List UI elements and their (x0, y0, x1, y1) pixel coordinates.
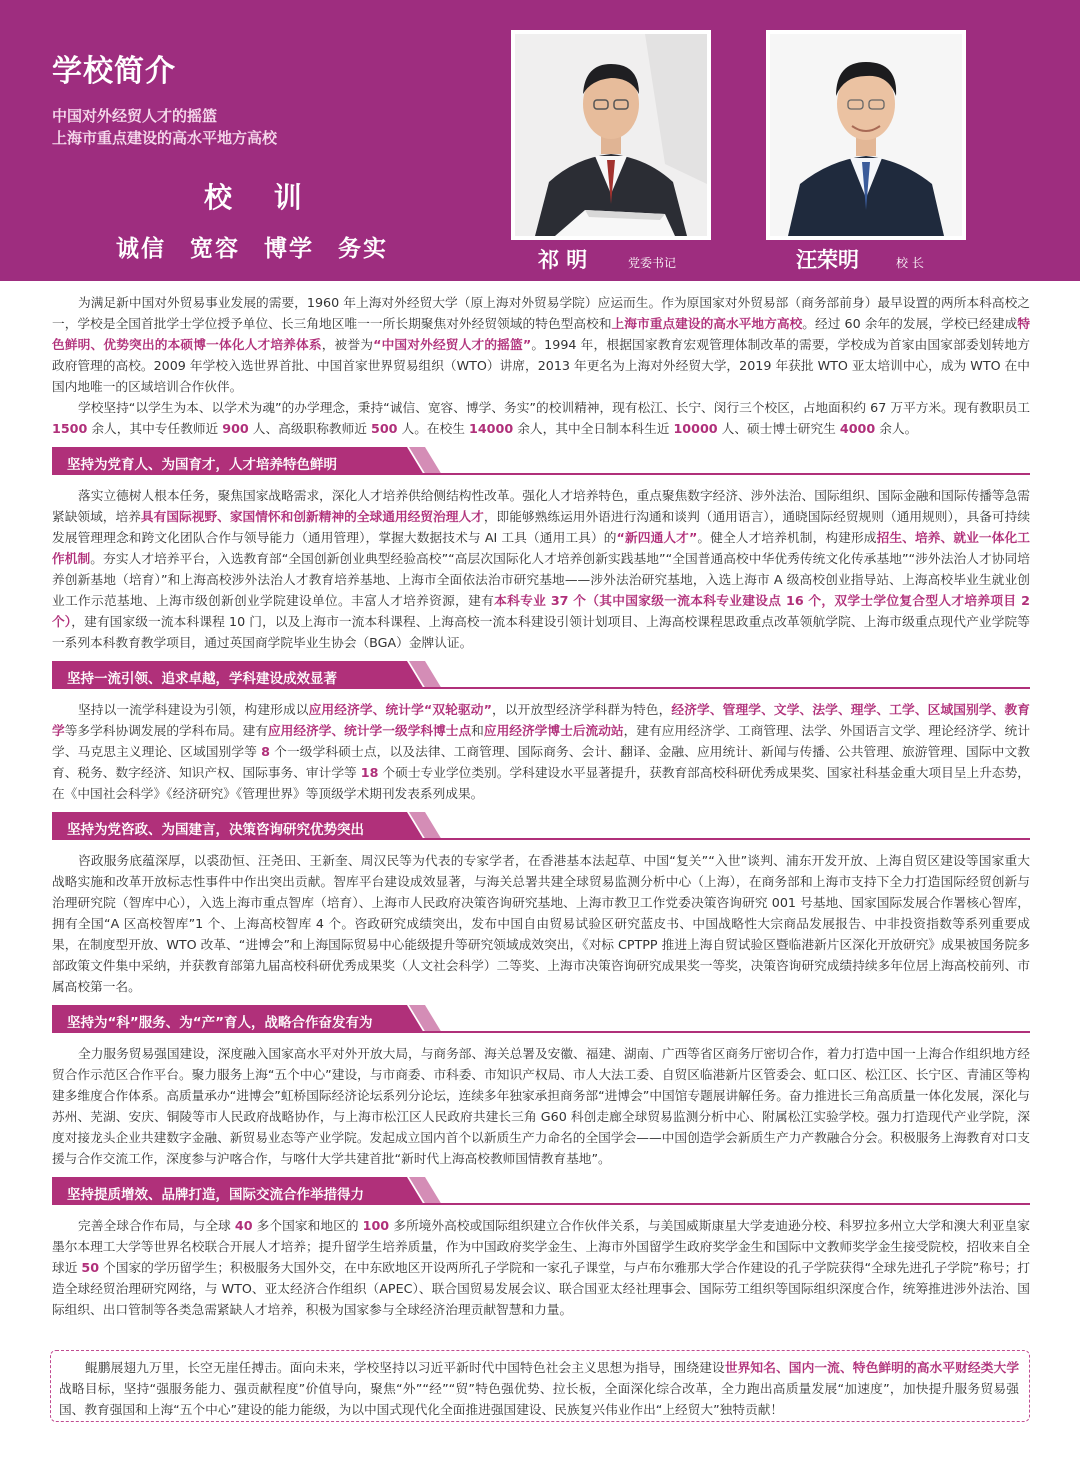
highlight-text: “新四通人才” (616, 530, 698, 545)
section-body-cooperation (52, 1043, 1030, 1169)
section-body-disciplines (52, 699, 1030, 804)
body-text: ，以开放型经济学科群为特色， (491, 702, 672, 717)
party-secretary-name: 祁 明 (538, 248, 588, 272)
highlight-text: 经济学、管理学、文学、法学、理学、工学、区域国别学、教育学 (52, 702, 1030, 738)
body-text: 余人，其中全日制本科生近 (513, 421, 674, 436)
highlight-text: 世界知名、国内一流、特色鲜明的高水平财经类大学 (724, 1360, 1020, 1375)
body-text: 鲲鹏展翅九万里，长空无崖任搏击。面向未来，学校坚持以习近平新时代中国特色社会主义思想为指导，围绕建设 (85, 1360, 725, 1375)
body-text: 。经过 60 余年的发展，学校已经建成 (802, 316, 1018, 331)
highlight-text: 本科专业 37 个（其中国家级一流本科专业建设点 16 个，双学士学位复合型人才培养项目 2 个） (52, 593, 1030, 629)
body-text: 人、高级职称教师近 (248, 421, 372, 436)
body-text: 多所境外高校或国际组织建立合作伙伴关系，与美国威斯康星大学麦迪逊分校、科罗拉多州立大学和澳大利亚皇家墨尔本理工大学等世界名校联合开展人才培养；提升留学生培养质量，作为中国政府奖学金生、上海市外国留学生政府奖学金生和国际中文教师奖学金生接受院校，招收来自全球近 (52, 1218, 1030, 1275)
highlight-text: 8 (261, 744, 270, 759)
body-text: ，即能够熟练运用外语进行沟通和谈判（通用语言），通晓国际经贸规则（通用规则），具备可持续发展管理理念和跨文化团队合作与领导能力（通用管理），掌握大数据技术与 AI 工具（通用工具）的 (52, 509, 1031, 545)
intro-facts-paragraph (52, 397, 1030, 439)
portrait-party-secretary (511, 30, 711, 240)
body-text: 。1994 年，根据国家教育宏观管理体制改革的需要，学校成为首家由国家部委划转地方政府管理的高校。2009 年学校入选世界首批、中国首家世界贸易组织（WTO）讲席，2013 年更名为上海对外经贸大学，2019 年获批 WTO 亚太培训中心，成为 WTO 在中国内地唯一的区域培训合作伙伴。 (52, 337, 1030, 394)
body-text: 落实立德树人根本任务，聚焦国家战略需求，深化人才培养供给侧结构性改革。强化人才培养特色，重点聚焦数字经济、涉外法治、国际组织、国际金融和国际传播等急需紧缺领域，培养 (52, 488, 1030, 524)
body-text: 完善全球合作布局，与全球 (78, 1218, 235, 1233)
president-role: 校 长 (896, 256, 924, 270)
highlight-text: 100 (362, 1218, 390, 1233)
section-heading: 坚持为党咨政、为国建言，决策咨询研究优势突出 (67, 822, 364, 838)
highlight-text: 40 (234, 1218, 253, 1233)
section-body-international (52, 1215, 1030, 1320)
highlight-text: 招生、培养、就业一体化工作机制 (52, 530, 1030, 566)
section-heading: 坚持为党育人、为国育才，人才培养特色鲜明 (67, 457, 337, 473)
body-text: 全力服务贸易强国建设，深度融入国家高水平对外开放大局，与商务部、海关总署及安徽、福建、湖南、广西等省区商务厅密切合作，着力打造中国一上海合作组织地方经贸合作示范区合作平台。聚力服务上海“五个中心”建设，与市商委、市科委、市知识产权局、市人大法工委、自贸区临港新片区管委会、虹口区、松江区、长宁区、青浦区等构建多维度合作体系。高质量承办“进博会”虹桥国际经济论坛系列分论坛，连续多年独家承担商务部“进博会”中国馆专题展讲解任务。奋力推进长三角高质量一体化发展，深化与苏州、芜湖、安庆、铜陵等市人民政府战略协作，与上海市松江区人民政府共建长三角 G60 科创走廊全球贸易监测分析中心、附属松江实验学校。强力打造现代产业学院，深度对接龙头企业共建数字金融、新贸易业态等产业学院。发起成立国内首个以新质生产力命名的全国学会——中国创造学会新质生产力产教融合分会。积极服务上海教育对口支援与合作交流工作，深度参与沪喀合作，与喀什大学共建首批“新时代上海高校教师国情教育基地”。 (52, 1046, 1030, 1166)
body-text: 个国家的学历留学生；积极服务大国外交，在中东欧地区开设两所孔子学院和一家孔子课堂，与卢布尔雅那大学合作建设的孔子学院获得“全球先进孔子学院”称号；打造全球经贸治理研究网络，与 WTO、亚太经济合作组织（APEC）、联合国贸易发展会议、联合国亚太经社理事会、国际劳工组织等国际组织深度合作，统筹推进涉外法治、国际组织、出口管制等各类急需紧缺人才培养，积极为国家参与全球经济治理贡献智慧和力量。 (52, 1260, 1030, 1317)
section-banner-think-tank (52, 812, 1030, 840)
body-text: 咨政服务底蕴深厚，以裘劭恒、汪尧田、王新奎、周汉民等为代表的专家学者，在香港基本法起草、中国“复关”“入世”谈判、浦东开发开放、上海自贸区建设等国家重大战略实施和改革开放标志性事件中作出突出贡献。智库平台建设成效显著，与海关总署共建全球贸易监测分析中心（上海），在商务部和上海市支持下全力打造国际经贸创新与治理研究院（智库中心），入选上海市重点智库（培育）、上海市人民政府决策咨询研究基地、上海市教卫工作党委决策咨询研究 001 号基地、国家国际发展合作署核心智库，拥有全国“A 区高校智库”1 个、上海高校智库 4 个。咨政研究成绩突出，发布中国自由贸易试验区研究蓝皮书、中国战略性大宗商品发展报告、中非投资指数等系列重要成果，在制度型开放、WTO 改革、“进博会”和上海国际贸易中心能级提升等研究领域成效突出，《对标 CPTPP 推进上海自贸试验区暨临港新片区深化开放研究》成果被国务院多部政策文件集中采纳，并获教育部第九届高校科研优秀成果奖（人文社会科学）二等奖、上海市决策咨询研究成果奖一等奖，决策咨询研究成绩持续多年位居上海高校前列、市属高校第一名。 (52, 853, 1030, 994)
person-figure-icon (515, 34, 707, 236)
section-body-think-tank (52, 850, 1030, 997)
body-text: ，建有应用经济学、工商管理、法学、外国语言文学、理论经济学、统计学、马克思主义理论、区域国别学等 (52, 723, 1031, 759)
closing-statement-box (50, 1350, 1030, 1422)
subtitle-cradle: 中国对外经贸人才的摇篮 (52, 107, 218, 125)
highlight-text: 具有国际视野、家国情怀和创新精神的全球通用经贸治理人才 (140, 509, 484, 524)
body-text: 个硕士专业学位类别。学科建设水平显著提升，获教育部高校科研优秀成果奖、国家社科基金重大项目呈上升态势，在《中国社会科学》《经济研究》《管理世界》等顶级学术期刊发表系列成果。 (52, 765, 1030, 801)
body-text: 余人。 (875, 421, 918, 436)
party-secretary-role: 党委书记 (628, 256, 677, 270)
body-text: 为满足新中国对外贸易事业发展的需要，1960 年上海对外经贸大学（原上海对外贸易学院）应运而生。作为原国家对外贸易部（商务部前身）最早设置的两所本科高校之一，学校是全国首批学士学位授予单位、长三角地区唯一一所长期聚焦对外经贸领域的特色型高校和 (52, 295, 1030, 331)
portrait-president (766, 30, 966, 240)
body-text: ，建有国家级一流本科课程 10 门，以及上海市一流本科课程、上海高校一流本科建设引领计划项目、上海高校课程思政重点改革领航学院、上海市级重点现代产业学院等一系列本科教育教学项目，通过英国商学院毕业生协会（BGA）金牌认证。 (52, 614, 1030, 650)
section-banner-disciplines (52, 661, 1030, 689)
highlight-text: 500 (371, 421, 398, 436)
highlight-text: 特色鲜明、优势突出的本硕博一体化人才培养体系 (52, 316, 1031, 352)
subtitle-key-university: 上海市重点建设的高水平地方高校 (52, 129, 278, 147)
section-heading: 坚持为“科”服务、为“产”育人，战略合作奋发有为 (67, 1015, 373, 1031)
closing-paragraph (59, 1357, 1019, 1420)
body-text: 学校坚持“以学生为本、以学术为魂”的办学理念，秉持“诚信、宽容、博学、务实”的校训精神，现有松江、长宁、闵行三个校区，占地面积约 67 万平方米。现有教职员工 (78, 400, 1030, 415)
body-text: 和 (471, 723, 484, 738)
section-body-talent (52, 485, 1030, 653)
body-text: 等多学科协调发展的学科布局。建有 (64, 723, 268, 738)
section-banner-international (52, 1177, 1030, 1205)
body-text: 。夯实人才培养平台，入选教育部“全国创新创业典型经验高校”“高层次国际化人才培养创新实践基地”“全国普通高校中华优秀传统文化传承基地”“涉外法治人才协同培养创新基地（培育）”和上海高校涉外法治人才教育培养基地、上海市全面依法治市研究基地——涉外法治研究基地，入选上海市 A 级高校创业指导站、上海高校毕业生就业创业工作示范基地、上海市级创新创业学院建设单位。丰富人才培养资源，建有 (52, 551, 1030, 608)
body-text: ，被誉为 (321, 337, 374, 352)
highlight-text: 应用经济学、统计学一级学科博士点 (267, 723, 472, 738)
highlight-text: 应用经济学博士后流动站 (483, 723, 624, 738)
body-text: 多个国家和地区的 (252, 1218, 363, 1233)
body-text: 。健全人才培养机制，构建形成 (697, 530, 877, 545)
highlight-text: 900 (222, 421, 249, 436)
body-text: 人。在校生 (397, 421, 470, 436)
highlight-text: 1500 (52, 421, 88, 436)
president-name: 汪荣明 (796, 248, 859, 272)
highlight-text: “中国对外经贸人才的摇篮” (373, 337, 532, 352)
body-text: 坚持以一流学科建设为引领，构建形成以 (78, 702, 309, 717)
highlight-text: 14000 (469, 421, 514, 436)
body-text: 人、硕士博士研究生 (717, 421, 840, 436)
body-text: 战略目标，坚持“强服务能力、强贡献程度”价值导向，聚焦“外”“经”“贸”特色强优势、拉长板，全面深化综合改革，全力跑出高质量发展“加速度”，加快提升服务贸易强国、教育强国和上海“五个中心”建设的能力能级，为以中国式现代化全面推进强国建设、民族复兴伟业作出“上经贸大”独特贡献！ (59, 1381, 1019, 1417)
main-content (52, 292, 1030, 1320)
highlight-text: 上海市重点建设的高水平地方高校 (611, 316, 803, 331)
body-text: 余人，其中专任教师近 (87, 421, 223, 436)
header-band (0, 0, 1080, 281)
section-heading: 坚持提质增效、品牌打造，国际交流合作举措得力 (67, 1187, 364, 1203)
intro-history-paragraph (52, 292, 1030, 397)
highlight-text: 10000 (673, 421, 718, 436)
page-title: 学校简介 (52, 54, 176, 89)
highlight-text: 50 (81, 1260, 100, 1275)
motto-title: 校 训 (204, 181, 318, 214)
highlight-text: 4000 (839, 421, 876, 436)
highlight-text: 18 (360, 765, 379, 780)
school-motto: 诚信 宽容 博学 务实 (116, 236, 389, 262)
section-banner-talent (52, 447, 1030, 475)
section-banner-cooperation (52, 1005, 1030, 1033)
body-text: 个一级学科硕士点，以及法律、工商管理、国际商务、会计、翻译、金融、应用统计、新闻与传播、公共管理、旅游管理、国际中文教育、税务、数字经济、知识产权、国际事务、审计学等 (52, 744, 1030, 780)
section-heading: 坚持一流引领、追求卓越，学科建设成效显著 (67, 671, 337, 687)
highlight-text: 应用经济学、统计学“双轮驱动” (308, 702, 492, 717)
person-figure-icon (770, 34, 962, 236)
